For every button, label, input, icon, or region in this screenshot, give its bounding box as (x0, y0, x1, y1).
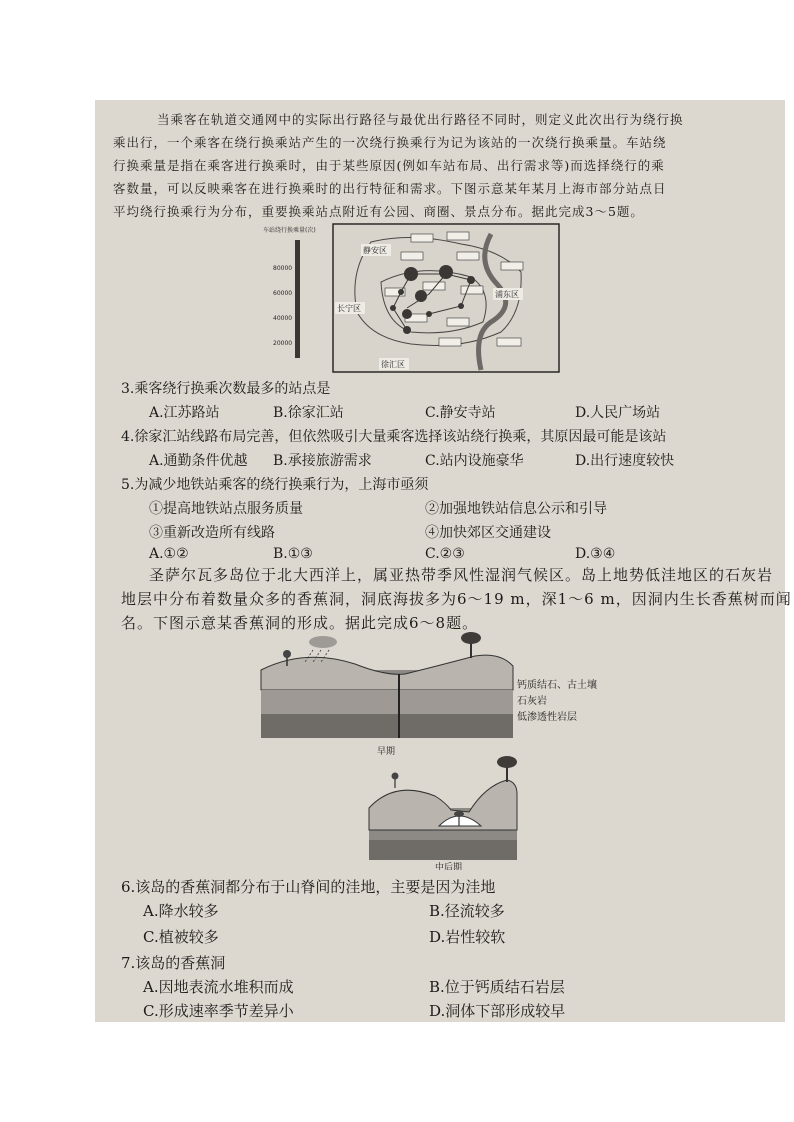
station-marker (402, 309, 412, 319)
metro-map-svg (261, 222, 561, 374)
legend-value: 80000 (273, 265, 293, 272)
station-label (497, 338, 521, 346)
q5-item-4: ④加快郊区交通建设 (425, 525, 551, 541)
intro-line-3: 行换乘量是指在乘客进行换乘时，由于某些原因(例如车站布局、出行需求等)而选择绕行的乘 (113, 158, 665, 173)
station-marker (398, 289, 404, 295)
intro-line-5: 平均绕行换乘行为分布，重要换乘站点附近有公园、商圈、景点分布。据此完成3～5题。 (113, 204, 644, 219)
q6-stem: 6.该岛的香蕉洞都分布于山脊间的洼地，主要是因为洼地 (121, 878, 496, 896)
early-caption: 早期 (377, 747, 396, 757)
station-label (439, 338, 461, 346)
station-label (447, 318, 469, 326)
station-label (411, 234, 433, 242)
district-label-pudong: 浦东区 (495, 290, 519, 299)
late-caption: 中后期 (435, 863, 463, 870)
q4-option-c[interactable]: C.站内设施豪华 (425, 453, 524, 469)
station-marker (467, 276, 475, 284)
intro-line-4: 客数量，可以反映乘客在进行换乘时的出行特征和需求。下图示意某年某月上海市部分站点日 (113, 181, 667, 196)
q4-option-d[interactable]: D.出行速度较快 (575, 453, 675, 469)
passage2-line-3: 名。下图示意某香蕉洞的形成。据此完成6～8题。 (121, 614, 479, 632)
spacer (375, 758, 485, 760)
q5-option-d[interactable]: D.③④ (575, 546, 616, 562)
q7-option-a[interactable]: A.因地表流水堆积而成 (143, 978, 294, 996)
q5-item-2: ②加强地铁站信息公示和引导 (425, 501, 607, 517)
legend-bar (295, 240, 300, 358)
exam-page (95, 100, 792, 1022)
q4-option-a[interactable]: A.通勤条件优越 (149, 453, 248, 469)
q6-option-a[interactable]: A.降水较多 (143, 902, 219, 920)
q5-item-3: ③重新改造所有线路 (149, 525, 275, 541)
station-marker (426, 311, 432, 317)
tree-crown (497, 756, 517, 768)
tree-crown (461, 632, 481, 644)
station-label (457, 252, 479, 260)
q5-option-a[interactable]: A.①② (149, 546, 189, 562)
q6-option-b[interactable]: B.径流较多 (429, 902, 505, 920)
station-label (461, 286, 483, 294)
early-limestone-layer (261, 690, 513, 714)
q6-option-c[interactable]: C.植被较多 (143, 928, 219, 946)
banana-hole-diagram (245, 630, 615, 870)
q5-option-c[interactable]: C.②③ (425, 546, 465, 562)
small-tree-crown (392, 773, 399, 780)
q3-stem: 3.乘客绕行换乘次数最多的站点是 (121, 381, 331, 397)
layer-label-topsoil: 钙质结石、古土壤 (517, 680, 597, 691)
station-label (447, 232, 469, 240)
station-label (501, 262, 523, 270)
diagram-svg (245, 630, 615, 870)
q5-stem: 5.为减少地铁站乘客的绕行换乘行为，上海市亟须 (121, 477, 429, 493)
q3-option-c[interactable]: C.静安寺站 (425, 405, 496, 421)
q7-option-b[interactable]: B.位于钙质结石岩层 (429, 978, 565, 996)
district-label-changning: 长宁区 (337, 304, 361, 313)
q4-option-b[interactable]: B.承接旅游需求 (273, 453, 372, 469)
station-marker (390, 305, 396, 311)
intro-line-2: 乘出行，一个乘客在绕行换乘站产生的一次绕行换乘行为记为该站的一次绕行换乘量。车站绕 (113, 135, 667, 150)
q5-option-b[interactable]: B.①③ (273, 546, 313, 562)
q7-option-d[interactable]: D.洞体下部形成较早 (429, 1002, 566, 1020)
legend-value: 40000 (273, 315, 293, 322)
legend-value: 20000 (273, 340, 293, 347)
layer-label-low-perm: 低渗透性岩层 (517, 712, 577, 723)
district-label-xuhui: 徐汇区 (381, 360, 405, 369)
station-marker (415, 290, 427, 302)
station-marker (404, 267, 418, 281)
rain-cloud (309, 636, 337, 648)
q4-stem: 4.徐家汇站线路布局完善，但依然吸引大量乘客选择该站绕行换乘，其原因最可能是该站 (121, 429, 667, 445)
passage2-line-1: 圣萨尔瓦多岛位于北大西洋上，属亚热带季风性湿润气候区。岛上地势低洼地区的石灰岩 (149, 566, 774, 584)
late-low-perm-layer (369, 840, 517, 860)
district-label-jingan: 静安区 (363, 246, 387, 255)
passage2-line-2: 地层中分布着数量众多的香蕉洞，洞底海拔多为6～19 m，深1～6 m，因洞内生长香蕉树而闻 (121, 590, 792, 608)
banana-tree-crown (454, 811, 464, 817)
station-label (401, 252, 423, 260)
metro-map-figure (261, 222, 561, 374)
q3-option-d[interactable]: D.人民广场站 (575, 405, 661, 421)
small-tree-crown (283, 650, 291, 658)
q3-option-b[interactable]: B.徐家汇站 (273, 405, 344, 421)
layer-label-limestone: 石灰岩 (517, 696, 547, 707)
q3-option-a[interactable]: A.江苏路站 (149, 405, 220, 421)
q7-stem: 7.该岛的香蕉洞 (121, 954, 226, 972)
station-marker (439, 265, 453, 279)
station-marker (458, 303, 464, 309)
q5-item-1: ①提高地铁站点服务质量 (149, 501, 303, 517)
intro-line-1: 当乘客在轨道交通网中的实际出行路径与最优出行路径不同时，则定义此次出行为绕行换 (157, 112, 684, 127)
legend-value: 60000 (273, 290, 293, 297)
q7-option-c[interactable]: C.形成速率季节差异小 (143, 1002, 294, 1020)
q6-option-d[interactable]: D.岩性较软 (429, 928, 506, 946)
legend-title: 车站绕行换乘量(次) (263, 227, 316, 234)
early-low-perm-layer (261, 714, 513, 738)
station-marker (403, 326, 411, 334)
